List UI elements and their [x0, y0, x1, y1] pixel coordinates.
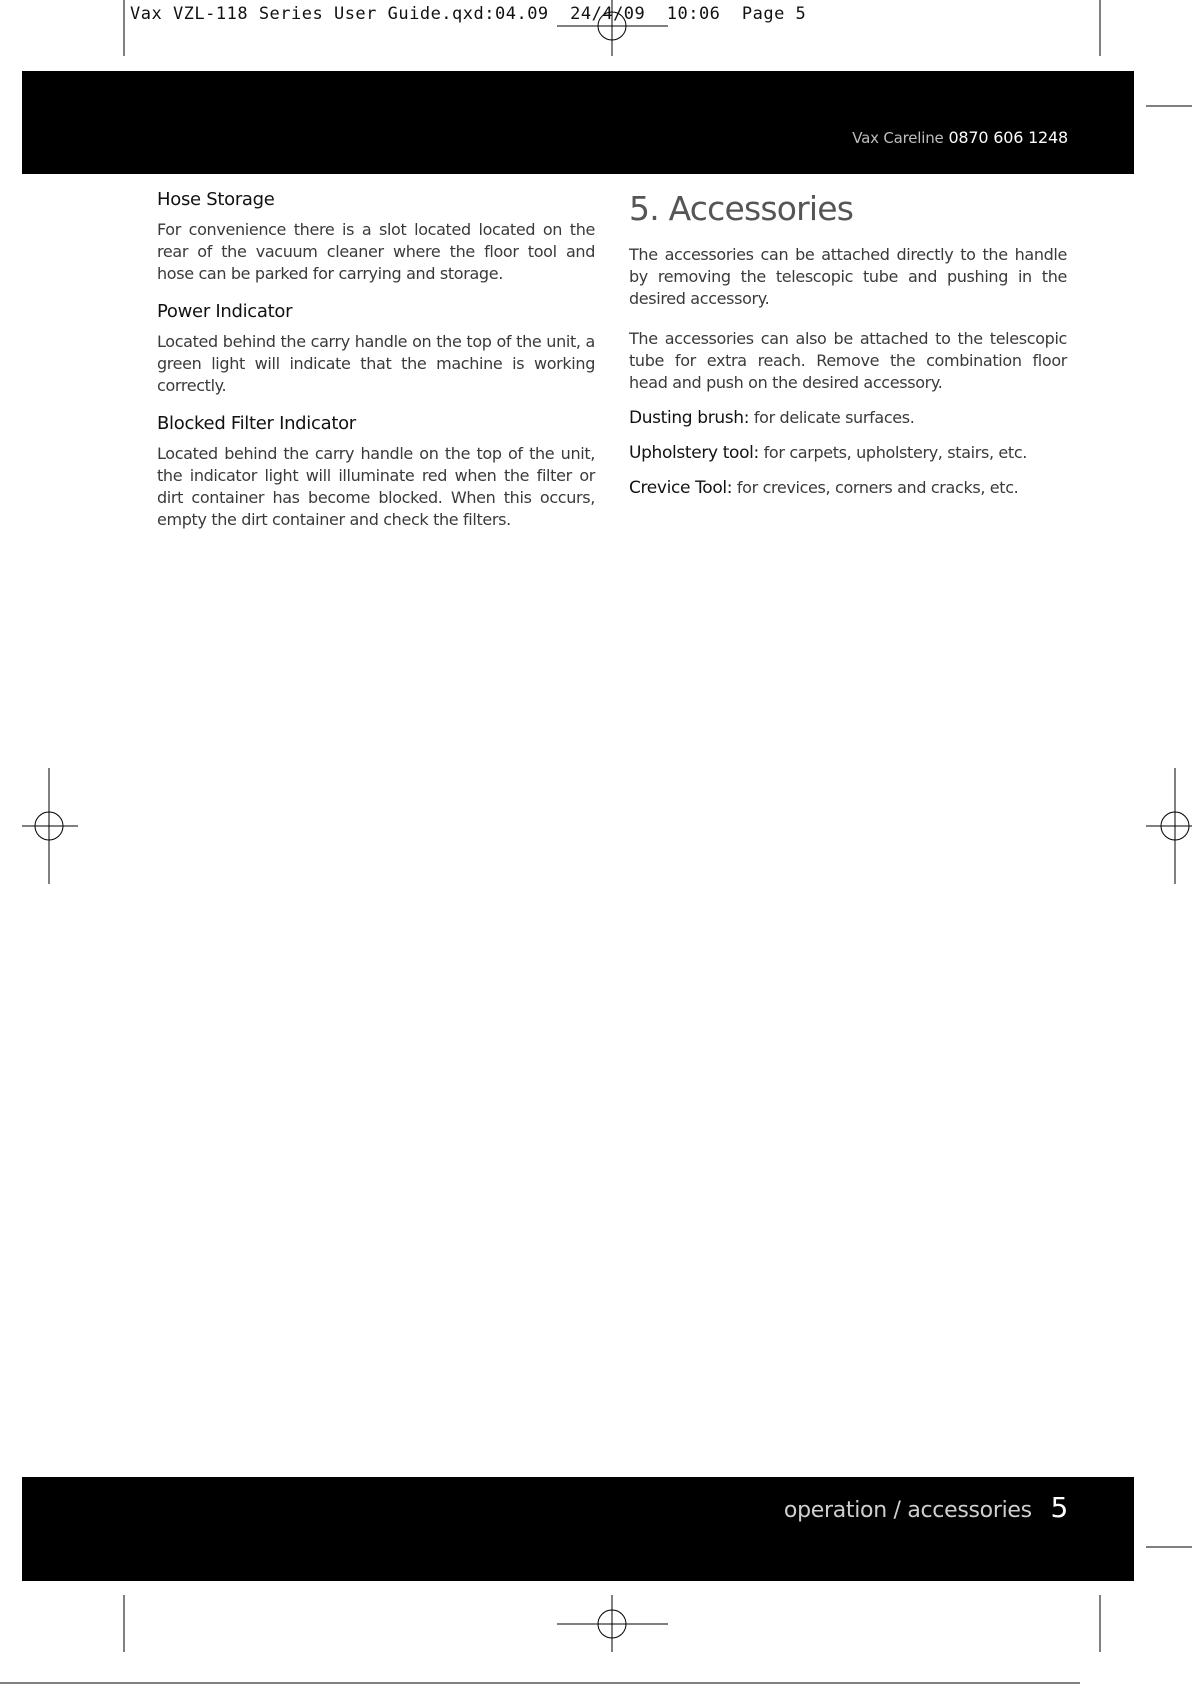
print-slug-line: Vax VZL-118 Series User Guide.qxd:04.09 24/4/09 10:06 Page 5 — [130, 4, 807, 24]
careline-label: Vax Careline — [852, 129, 944, 147]
left-column — [157, 188, 595, 546]
header-band — [22, 71, 1134, 174]
accessory-term: Dusting brush: — [629, 408, 750, 428]
footer-section-label: operation / accessories — [783, 1498, 1032, 1523]
careline — [852, 128, 1068, 147]
section-heading-power-indicator: Power Indicator — [157, 301, 293, 322]
section-heading-hose-storage: Hose Storage — [157, 189, 275, 210]
section-body-blocked-filter: Located behind the carry handle on the top of the unit, the indicator light will illuminate red when the filter or dirt container has become blocked. When this occurs, empty the dirt container and check the filters. — [157, 444, 595, 529]
accessory-item-upholstery-tool — [629, 442, 1067, 464]
page-title: 5. Accessories — [629, 189, 854, 228]
footer — [784, 1491, 1068, 1524]
registration-mark-bottom-icon — [557, 1595, 668, 1652]
accessories-paragraph: The accessories can also be attached to the telescopic tube for extra reach. Remove the combination floor head and push on the desired accessory. — [629, 329, 1067, 392]
section-body-power-indicator: Located behind the carry handle on the top of the unit, a green light will indicate that the machine is working correctly. — [157, 332, 595, 395]
careline-number: 0870 606 1248 — [948, 128, 1068, 147]
registration-mark-left-icon — [22, 768, 78, 884]
accessory-item-crevice-tool — [629, 477, 1067, 499]
accessory-term: Upholstery tool: — [629, 443, 759, 463]
footer-band — [22, 1477, 1134, 1581]
right-column — [629, 188, 1067, 512]
accessory-item-dusting-brush — [629, 407, 1067, 429]
accessory-term: Crevice Tool: — [629, 478, 733, 498]
page-number: 5 — [1050, 1491, 1068, 1524]
accessory-description: for delicate surfaces. — [753, 408, 915, 427]
registration-mark-right-icon — [1146, 768, 1192, 884]
accessories-paragraph: The accessories can be attached directly to the handle by removing the telescopic tube and pushing in the desired accessory. — [629, 245, 1067, 308]
section-body-hose-storage: For convenience there is a slot located located on the rear of the vacuum cleaner where the floor tool and hose can be parked for carrying and storage. — [157, 220, 595, 283]
accessory-description: for carpets, upholstery, stairs, etc. — [763, 443, 1028, 462]
accessory-description: for crevices, corners and cracks, etc. — [736, 478, 1019, 497]
section-heading-blocked-filter: Blocked Filter Indicator — [157, 413, 356, 434]
